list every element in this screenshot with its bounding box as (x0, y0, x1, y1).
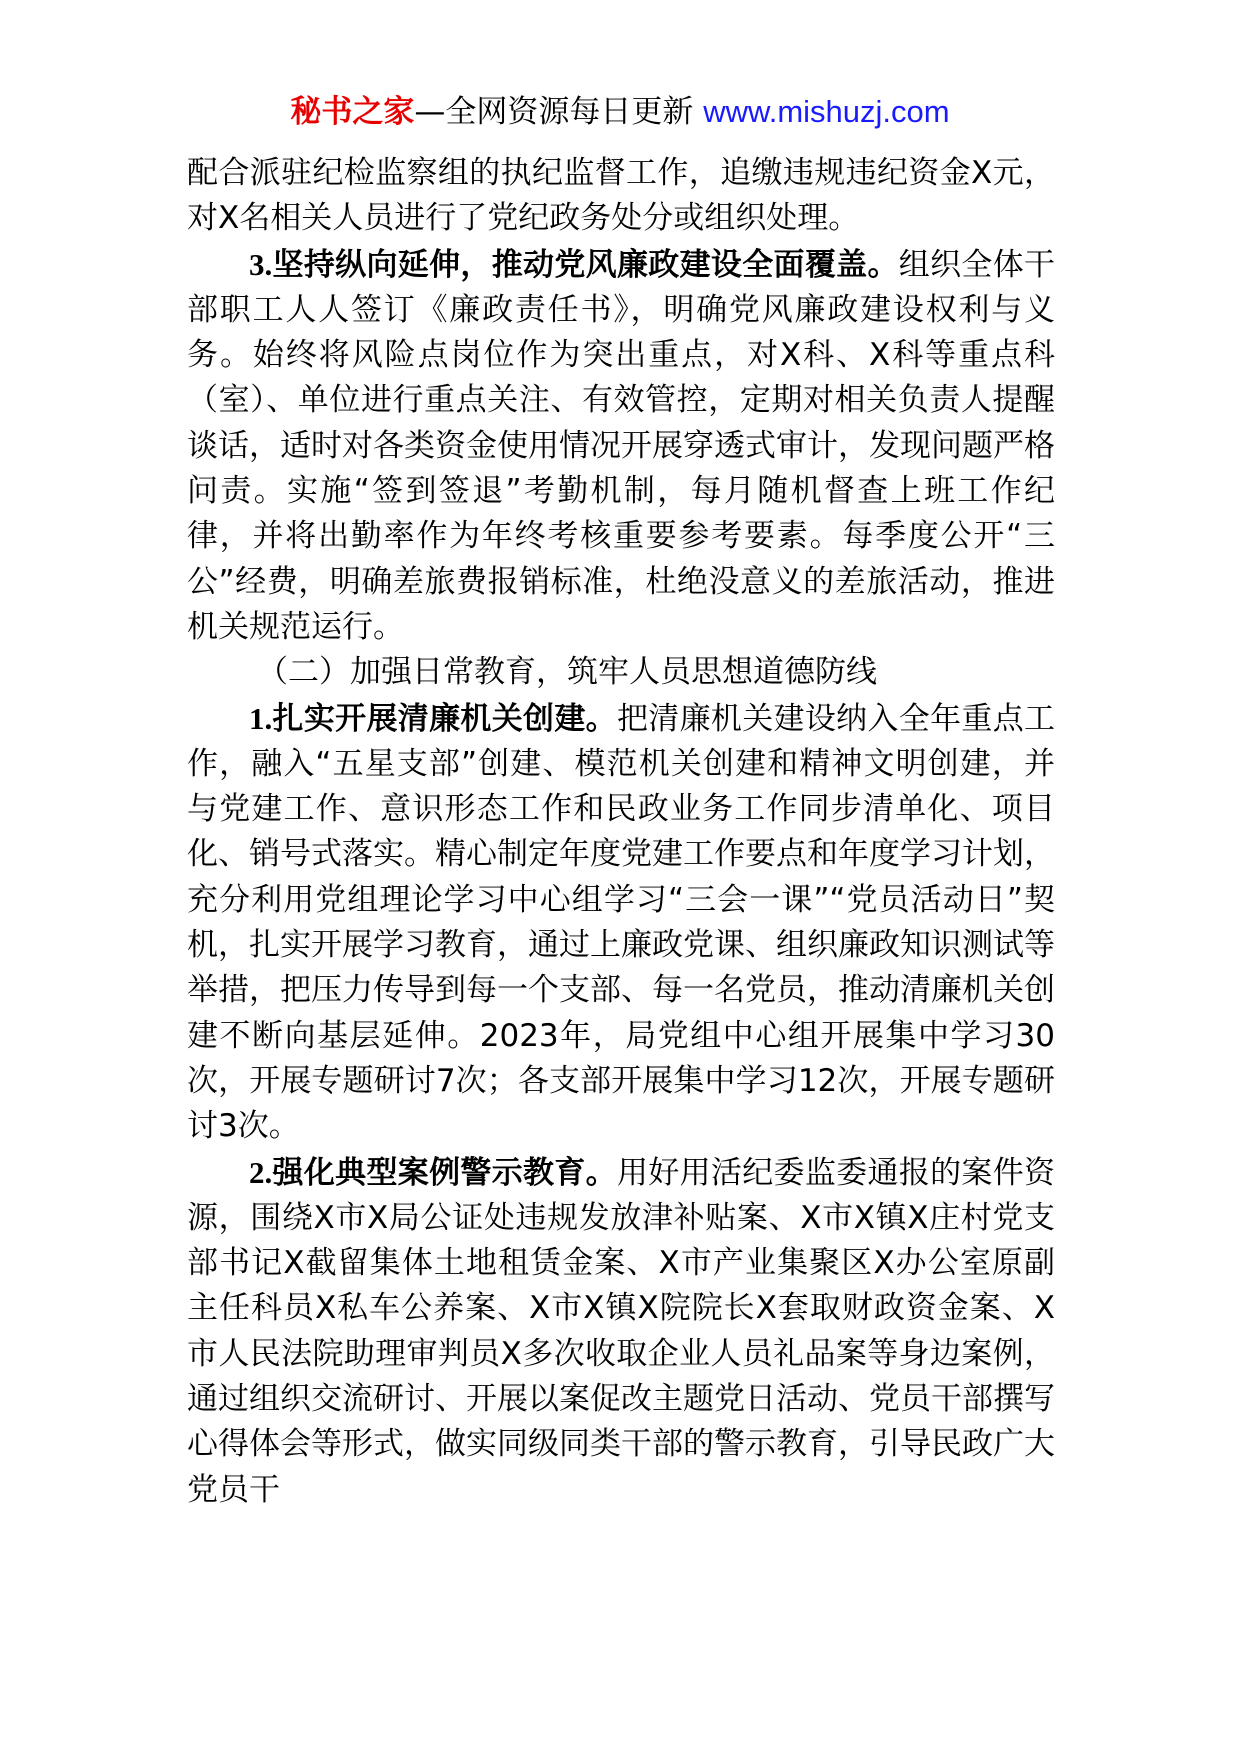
site-header (0, 92, 1240, 132)
item-body-text: 把清廉机关建设纳入全年重点工作，融入“五星支部”创建、模范机关创建和精神文明创建，并与党建工作、意识形态工作和民政业务工作同步清单化、项目化、销号式落实。精心制定年度党建工作要点和年度学习计划，充分利用党组理论学习中心组学习“三会一课”“党员活动日”契机，扎实开展学习教育，通过上廉政党课、组织廉政知识测试等举措，把压力传导到每一个支部、每一名党员，推动清廉机关创建不断向基层延伸。2023年，局党组中心组开展集中学习30次，开展专题研讨7次；各支部开展集中学习12次，开展专题研讨3次。 (187, 700, 1056, 1145)
brand-name: 秘书之家 (290, 94, 415, 130)
paragraph-item-3 (187, 242, 1055, 651)
document-body (187, 151, 1055, 1513)
item-body-text: 用好用活纪委监委通报的案件资源，围绕X市X局公证处违规发放津补贴案、X市X镇X庄村党支部书记X截留集体土地租赁金案、X市产业集聚区X办公室原副主任科员X私车公养案、X市X镇X院院长X套取财政资金案、X市人民法院助理审判员X多次收取企业人员礼品案等身边案例，通过组织交流研讨、开展以案促改主题党日活动、党员干部撰写心得体会等形式，做实同级同类干部的警示教育，引导民政广大党员干 (187, 1154, 1056, 1508)
item-lead-heading: 强化典型案例警示教育。 (272, 1154, 617, 1191)
item-number: 1. (249, 700, 273, 736)
paragraph-item-2 (187, 1150, 1055, 1513)
paragraph-continuation: 配合派驻纪检监察组的执纪监督工作，追缴违规违纪资金X元，对X名相关人员进行了党纪政务处分或组织处理。 (187, 155, 1055, 237)
item-lead-heading: 扎实开展清廉机关创建。 (272, 700, 617, 737)
site-url-link[interactable]: www.mishuzj.com (703, 94, 950, 129)
item-body-text: 组织全体干部职工人人签订《廉政责任书》，明确党风廉政建设权利与义务。始终将风险点岗位作为突出重点，对X科、X科等重点科（室）、单位进行重点关注、有效管控，定期对相关负责人提醒谈话，适时对各类资金使用情况开展穿透式审计，发现问题严格问责。实施“签到签退”考勤机制，每月随机督查上班工作纪律，并将出勤率作为年终考核重要参考要素。每季度公开“三公”经费，明确差旅费报销标准，杜绝没意义的差旅活动，推进机关规范运行。 (187, 246, 1056, 645)
item-number: 3. (249, 246, 273, 282)
paragraph-item-1 (187, 696, 1055, 1150)
item-lead-heading: 坚持纵向延伸，推动党风廉政建设全面覆盖。 (272, 246, 899, 283)
section-subheading: （二）加强日常教育，筑牢人员思想道德防线 (257, 654, 877, 691)
item-number: 2. (249, 1154, 273, 1190)
slogan: —全网资源每日更新 (414, 94, 704, 130)
